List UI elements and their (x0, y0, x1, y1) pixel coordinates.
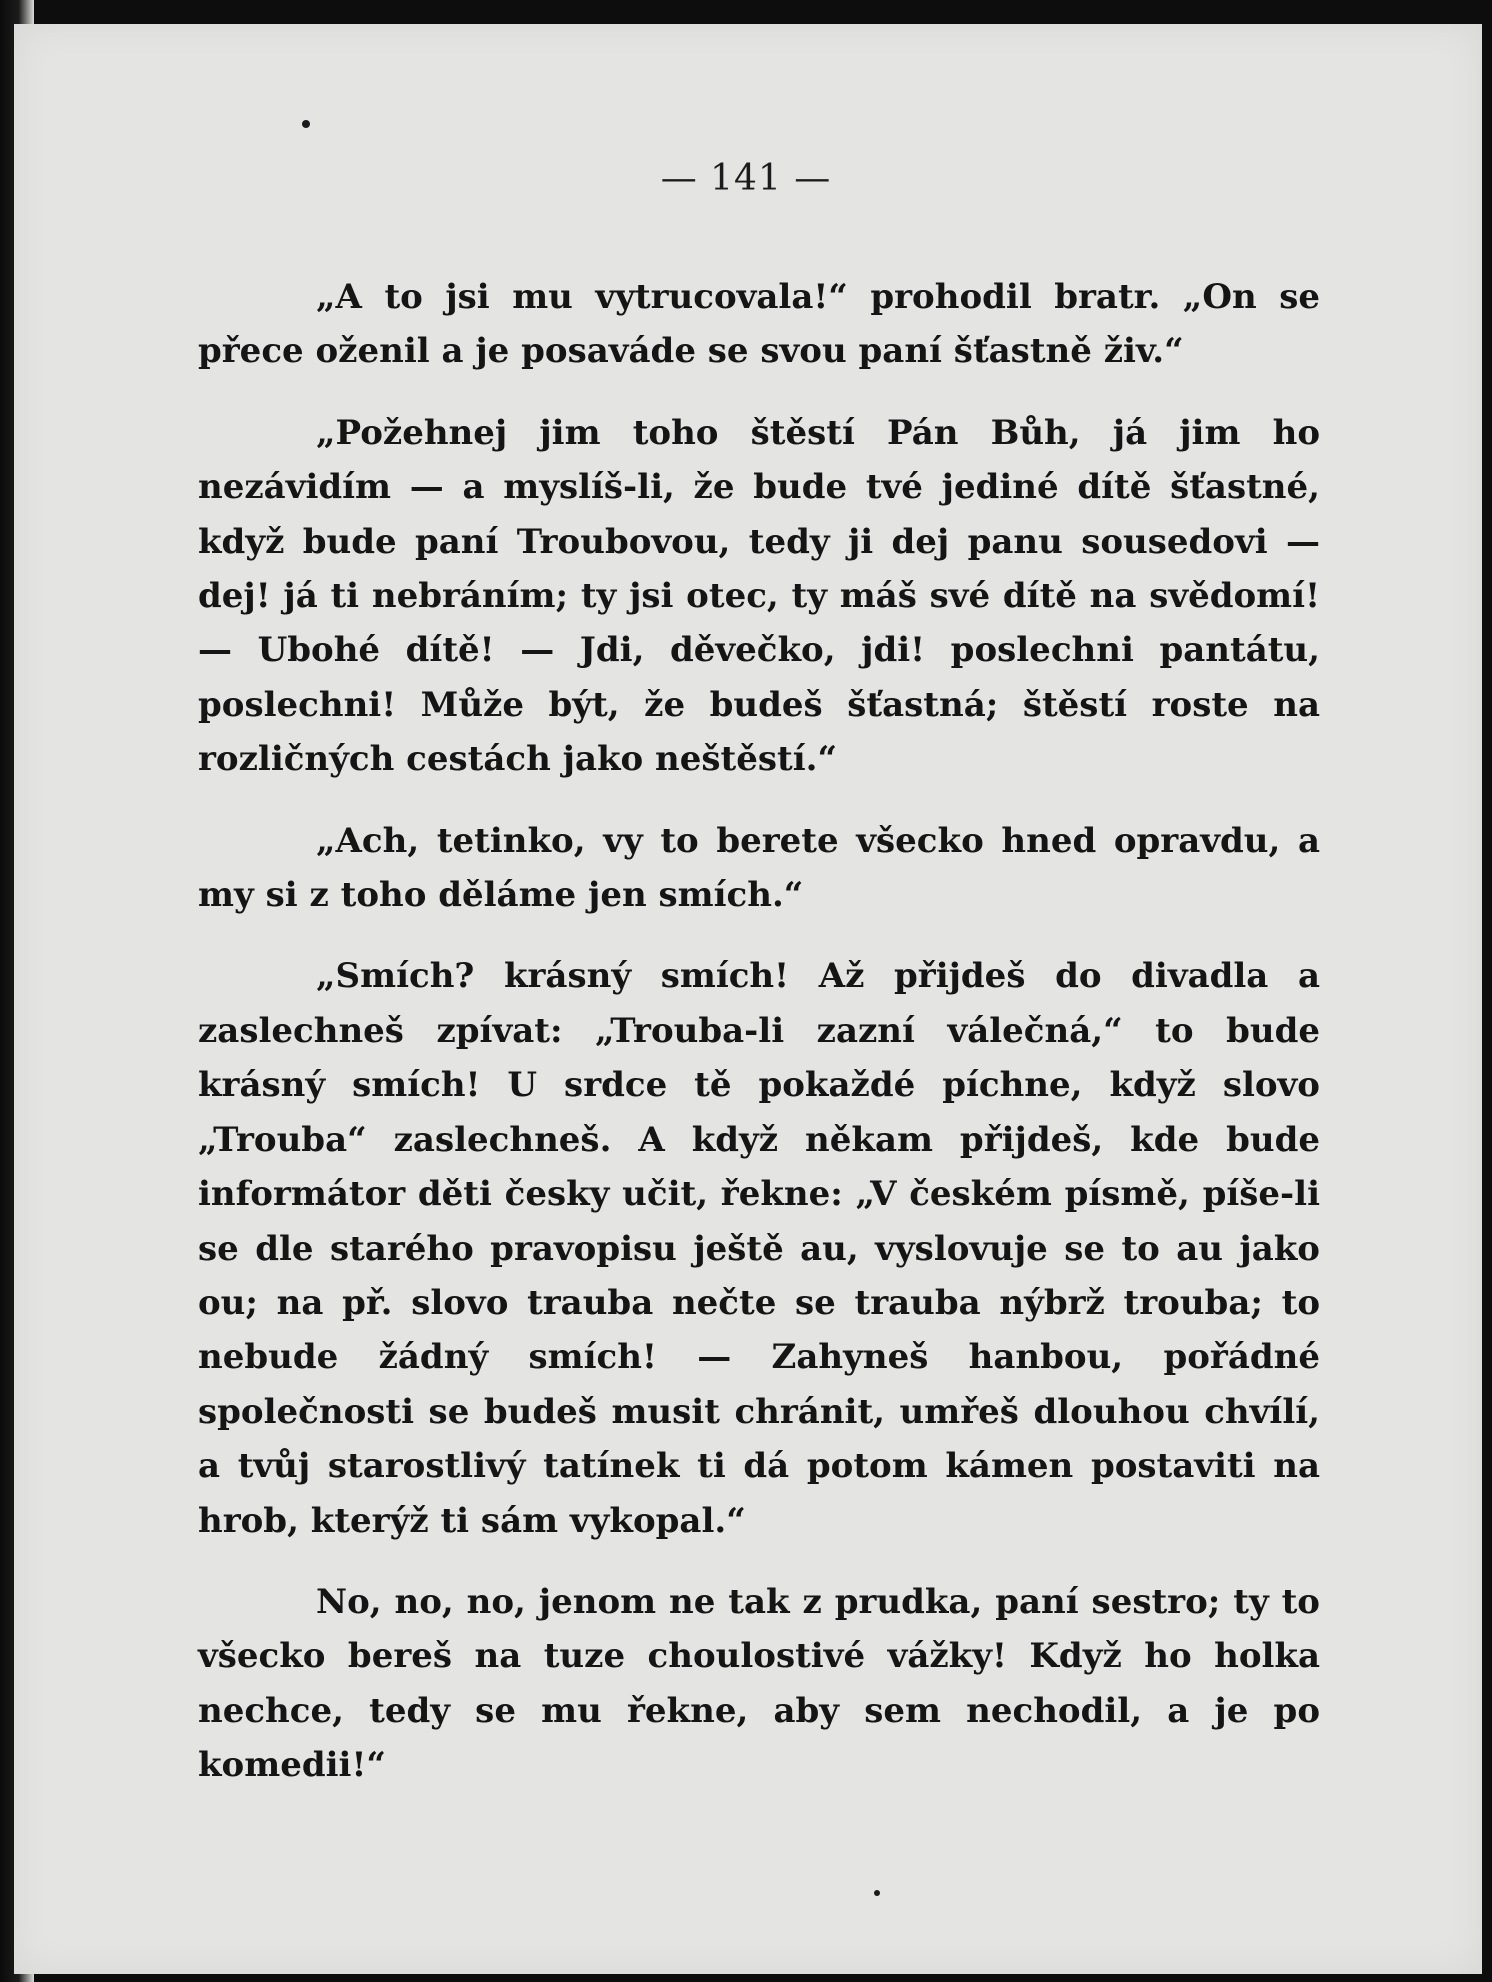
paragraph: „Ach, tetinko, vy to berete všecko hned opravdu, a my si z toho děláme jen smích.“ (198, 820, 1320, 916)
body-text (198, 270, 1320, 1820)
page-number: — 141 — (660, 158, 832, 199)
paragraph: „Smích? krásný smích! Až přijdeš do divadla a zaslechneš zpívat: „Trouba-li zazní válečná,“ to bude krásný smích! U srdce tě pokaždé píchne, když slovo „Trouba“ zaslechneš. A když někam přijdeš, kde bude informátor děti česky učit, řekne: „V českém písmě, píše-li se dle starého pravopisu ještě au, vyslovuje se to au jako ou; na př. slovo trauba nečte se trauba nýbrž trouba; to nebude žádný smích! — Zahyneš hanbou, pořádné společnosti se budeš musit chránit, umřeš dlouhou chvílí, a tvůj starostlivý tatínek ti dá potom kámen postaviti na hrob, kterýž ti sám vykopal.“ (198, 956, 1320, 1541)
ink-speck (302, 120, 310, 128)
paragraph: „Požehnej jim toho štěstí Pán Bůh, já jim ho nezávidím — a myslíš-li, že bude tvé jediné dítě šťastné, když bude paní Troubovou, tedy ji dej panu sousedovi — dej! já ti nebráním; ty jsi otec, ty máš své dítě na svědomí! — Ubohé dítě! — Jdi, děvečko, jdi! poslechni pantátu, poslechni! Může být, že budeš šťastná; štěstí roste na rozličných cestách jako neštěstí.“ (198, 412, 1320, 780)
paragraph: „A to jsi mu vytrucovala!“ prohodil bratr. „On se přece oženil a je posaváde se svou paní šťastně živ.“ (198, 277, 1320, 372)
ink-speck (874, 1890, 880, 1896)
paragraph: No, no, no, jenom ne tak z prudka, paní sestro; ty to všecko bereš na tuze choulostivé vážky! Když ho holka nechce, tedy se mu řekne, aby sem nechodil, a je po komedii!“ (198, 1581, 1320, 1786)
